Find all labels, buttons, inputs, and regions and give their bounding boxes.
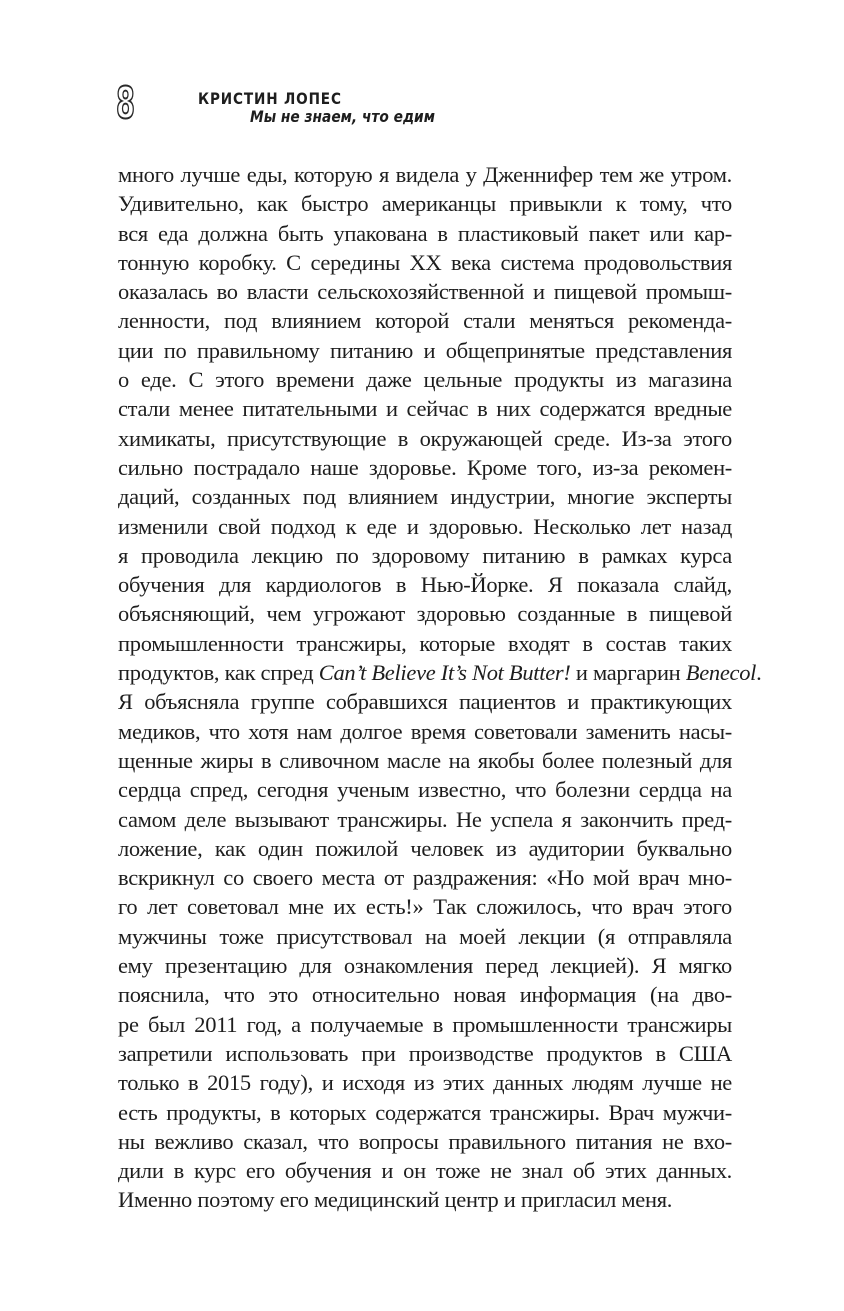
page-number: 8 xyxy=(116,78,135,129)
text-line: дили в курс его обучения и он тоже не знал об этих данных. xyxy=(118,1158,732,1184)
body-text xyxy=(118,160,762,1215)
text-line: я проводила лекцию по здоровому питанию в рамках курса xyxy=(118,542,732,568)
text-line: самом деле вызывают трансжиры. Не успела я закончить пред- xyxy=(118,806,732,832)
text-line: медиков, что хотя нам долгое время советовали заменить насы- xyxy=(118,718,732,744)
text-line: ленности, под влиянием которой стали меняться рекоменда- xyxy=(118,308,732,334)
text-line: о еде. С этого времени даже цельные продукты из магазина xyxy=(118,367,732,393)
text-line: есть продукты, в которых содержатся трансжиры. Врач мужчи- xyxy=(118,1099,732,1125)
brand-line-before: продуктов, как спред xyxy=(118,660,319,686)
text-line: мужчины тоже присутствовал на моей лекции (я отправляла xyxy=(118,923,732,949)
brand-line-middle: и маргарин xyxy=(570,660,686,686)
text-line: стали менее питательными и сейчас в них содержатся вредные xyxy=(118,396,732,422)
text-line: Удивительно, как быстро американцы привыкли к тому, что xyxy=(118,191,732,217)
brand-name-spread: Can’t Believe It’s Not Butter! xyxy=(318,660,571,686)
text-line: объясняющий, чем угрожают здоровью созданные в пищевой xyxy=(118,601,732,627)
running-header xyxy=(116,78,736,130)
text-line: ре был 2011 год, а получаемые в промышленности трансжиры xyxy=(118,1011,732,1037)
text-line: много лучше еды, которую я видела у Дженнифер тем же утром. xyxy=(118,162,732,187)
text-line: ции по правильному питанию и общепринятые представления xyxy=(118,337,732,363)
text-line: Я объясняла группе собравшихся пациентов и практикующих xyxy=(118,689,732,715)
text-line: тонную коробку. С середины XX века система продовольствия xyxy=(118,249,732,275)
author-name: КРИСТИН ЛОПЕС xyxy=(198,89,342,108)
text-line-last: Именно поэтому его медицинский центр и пригласил меня. xyxy=(118,1187,673,1213)
text-line: вскрикнул со своего места от раздражения: «Но мой врач мно- xyxy=(118,865,732,891)
text-line: ему презентацию для ознакомления перед лекцией). Я мягко xyxy=(118,953,732,979)
text-line-brands xyxy=(118,658,762,687)
brand-name-margarine: Benecol xyxy=(685,660,757,686)
text-line: только в 2015 году), и исходя из этих данных людям лучше не xyxy=(118,1070,732,1096)
text-line: пояснила, что это относительно новая информация (на дво- xyxy=(118,982,732,1008)
text-line: щенные жиры в сливочном масле на якобы более полезный для xyxy=(118,747,732,773)
text-line: изменили свой подход к еде и здоровью. Несколько лет назад xyxy=(118,513,732,539)
text-line: ны вежливо сказал, что вопросы правильного питания не вхо- xyxy=(118,1128,732,1154)
text-line: даций, созданных под влиянием индустрии, многие эксперты xyxy=(118,484,732,510)
text-line: запретили использовать при производстве продуктов в США xyxy=(118,1040,732,1066)
text-line: сердца спред, сегодня ученым известно, что болезни сердца на xyxy=(118,777,732,803)
text-line: ложение, как один пожилой человек из аудитории буквально xyxy=(118,835,732,861)
text-line: сильно пострадало наше здоровье. Кроме того, из-за рекомен- xyxy=(118,454,732,480)
text-line: вся еда должна быть упакована в пластиковый пакет или кар- xyxy=(118,220,732,246)
text-line: го лет советовал мне их есть!» Так сложилось, что врач этого xyxy=(118,894,732,920)
text-line: обучения для кардиологов в Нью-Йорке. Я показала слайд, xyxy=(118,572,732,598)
text-line: промышленности трансжиры, которые входят в состав таких xyxy=(118,630,732,656)
text-line: оказалась во власти сельскохозяйственной и пищевой промыш- xyxy=(118,279,732,305)
book-title: Мы не знаем, что едим xyxy=(250,107,435,126)
brand-line-after: . xyxy=(756,660,762,686)
text-line: химикаты, присутствующие в окружающей среде. Из-за этого xyxy=(118,425,732,451)
